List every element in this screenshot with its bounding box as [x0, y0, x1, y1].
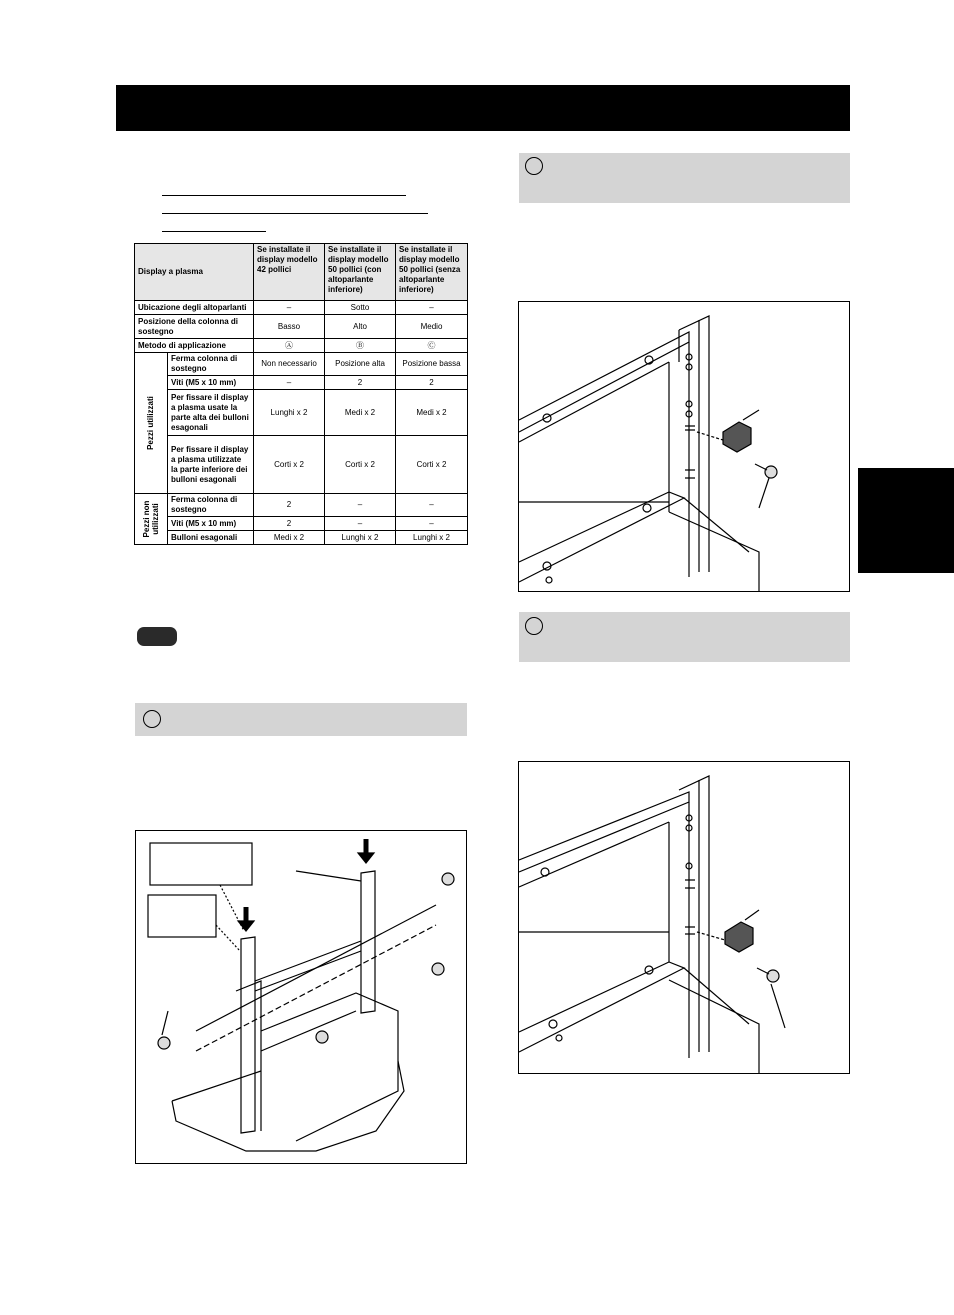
row-label: Viti (M5 x 10 mm) [168, 376, 254, 390]
spec-table [134, 243, 468, 545]
cell: Lunghi x 2 [396, 531, 468, 545]
table-row [135, 315, 468, 339]
cell: Medi x 2 [325, 390, 396, 436]
cell: Alto [325, 315, 396, 339]
cell: Corti x 2 [325, 436, 396, 494]
table-row [135, 301, 468, 315]
figure-column-assembly [135, 830, 467, 1164]
cell: – [396, 494, 468, 517]
figure-illustration [519, 762, 849, 1073]
row-label: Viti (M5 x 10 mm) [168, 517, 254, 531]
row-label: Ubicazione degli altoparlanti [135, 301, 254, 315]
cell: – [254, 376, 325, 390]
row-label: Per fissare il display a plasma usate la parte alta dei bulloni esagonali [168, 390, 254, 436]
step-bar-a [135, 703, 467, 736]
cell: – [396, 517, 468, 531]
row-label: Bulloni esagonali [168, 531, 254, 545]
cell: Posizione alta [325, 353, 396, 376]
cell: Corti x 2 [396, 436, 468, 494]
header-bar [116, 85, 850, 131]
cell: Lunghi x 2 [254, 390, 325, 436]
cell: Medio [396, 315, 468, 339]
cell: 2 [325, 376, 396, 390]
cell: 2 [254, 494, 325, 517]
figure-illustration [136, 831, 466, 1163]
figure-bracket-low [518, 761, 850, 1074]
cell: Non necessario [254, 353, 325, 376]
underline-3 [162, 231, 266, 232]
bracket-icon [723, 422, 751, 452]
header-display: Display a plasma [135, 244, 254, 301]
figure-bracket-high [518, 301, 850, 592]
cell: Medi x 2 [396, 390, 468, 436]
cell: Medi x 2 [254, 531, 325, 545]
step-circle-icon [143, 710, 161, 728]
figure-illustration [519, 302, 849, 591]
table-row [135, 339, 468, 353]
header-42: Se installate il display modello 42 pollici [254, 244, 325, 301]
bracket-icon [725, 922, 753, 952]
table-row [135, 531, 468, 545]
section-tab [858, 468, 954, 573]
cell: Ⓐ [254, 339, 325, 353]
header-50-without-speaker: Se installate il display modello 50 pollici (senza altoparlante inferiore) [396, 244, 468, 301]
row-label: Per fissare il display a plasma utilizzate la parte inferiore dei bulloni esagonali [168, 436, 254, 494]
table-row [135, 494, 468, 517]
cell: Basso [254, 315, 325, 339]
label-box-1 [150, 843, 252, 885]
cell: Ⓒ [396, 339, 468, 353]
cell: 2 [254, 517, 325, 531]
step-circle-icon [525, 157, 543, 175]
cell: – [325, 517, 396, 531]
group-used-label: Pezzi utilizzati [146, 396, 155, 450]
label-box-2 [148, 895, 216, 937]
table-row [135, 376, 468, 390]
cell: – [325, 494, 396, 517]
group-used [135, 353, 168, 494]
cell: 2 [396, 376, 468, 390]
row-label: Ferma colonna di sostegno [168, 494, 254, 517]
row-label: Metodo di applicazione [135, 339, 254, 353]
group-unused [135, 494, 168, 545]
cell: Posizione bassa [396, 353, 468, 376]
cell: Sotto [325, 301, 396, 315]
cell: – [254, 301, 325, 315]
nota-badge-icon [137, 627, 177, 646]
table-row [135, 390, 468, 436]
cell: Corti x 2 [254, 436, 325, 494]
cell: Ⓑ [325, 339, 396, 353]
step-bar-b [519, 153, 850, 203]
cell: Lunghi x 2 [325, 531, 396, 545]
table-row [135, 517, 468, 531]
group-unused-label: Pezzi non utilizzati [142, 500, 160, 538]
table-header-row [135, 244, 468, 301]
table-row [135, 353, 468, 376]
step-bar-c [519, 612, 850, 662]
row-label: Ferma colonna di sostegno [168, 353, 254, 376]
underline-2 [162, 213, 428, 214]
table-row [135, 436, 468, 494]
cell: – [396, 301, 468, 315]
step-circle-icon [525, 617, 543, 635]
underline-1 [162, 195, 406, 196]
row-label: Posizione della colonna di sostegno [135, 315, 254, 339]
header-50-with-speaker: Se installate il display modello 50 pollici (con altoparlante inferiore) [325, 244, 396, 301]
